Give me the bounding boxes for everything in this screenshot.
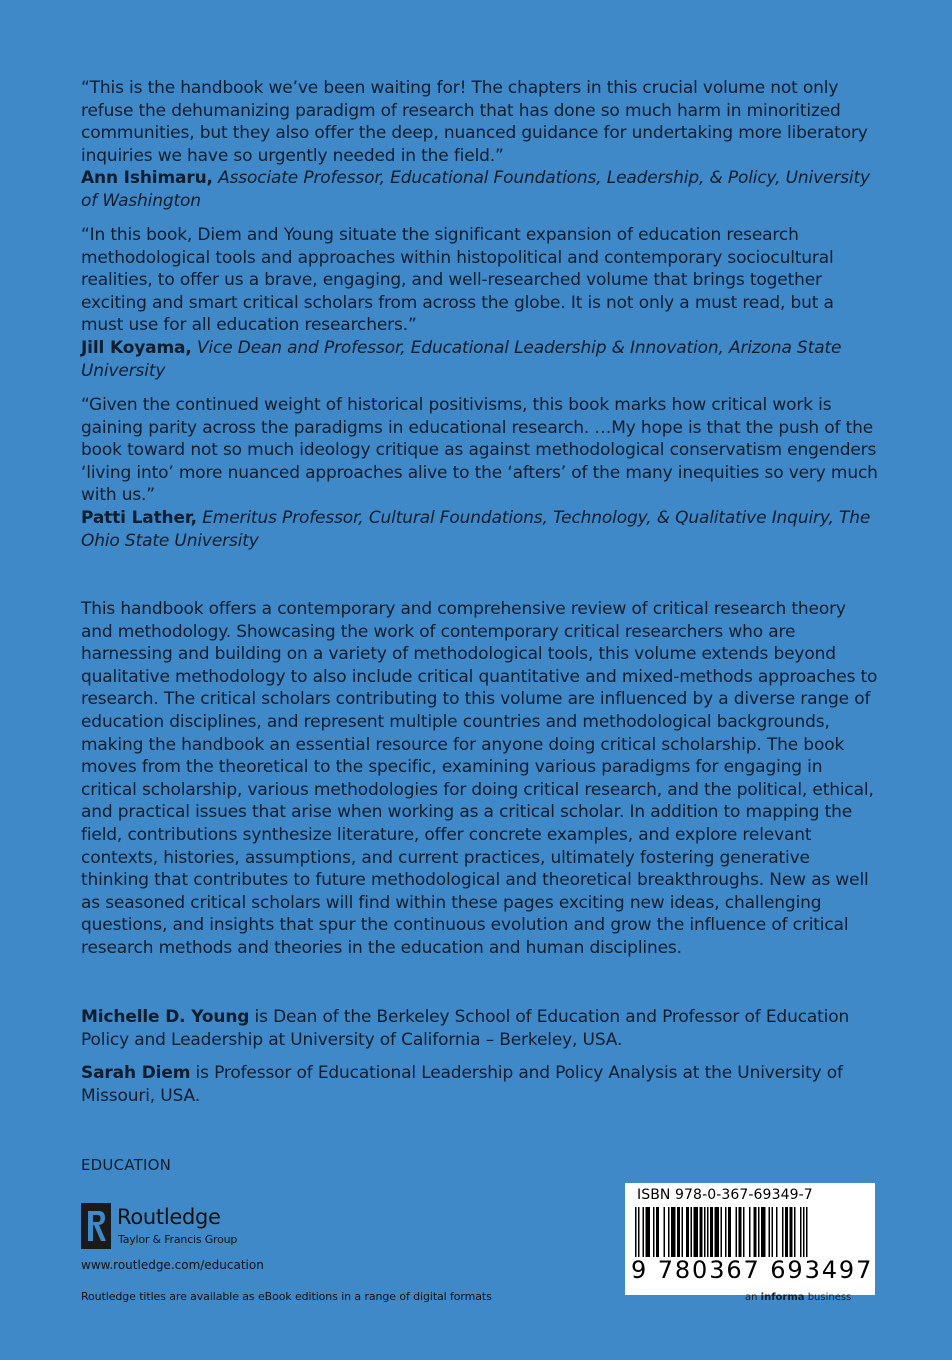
quote-text: “This is the handbook we’ve been waiting for! The chapters in this crucial volume not only refuse the dehumanizing paradigm of research that has done so much harm in minoritized communities, but they also offer the deep, nuanced guidance for undertaking more liberatory inquiries we have so urgently needed in the field.” [81,78,868,166]
subject-category: EDUCATION [81,1156,171,1174]
isbn-digits: 9 780367 693497 [631,1256,874,1284]
endorsement-quote-2 [81,224,881,382]
quote-author: Patti Lather, [81,507,197,528]
quote-attribution [81,337,881,382]
informa-prefix: an [745,1292,761,1303]
quote-affiliation: Associate Professor, Educational Foundations, Leadership, & Policy, University of Washington [81,168,870,211]
informa-suffix: business [804,1292,852,1303]
quote-attribution [81,167,881,212]
quote-author: Ann Ishimaru, [81,168,213,189]
quote-text: “In this book, Diem and Young situate the significant expansion of education research methodological tools and approaches within histopolitical and contemporary sociocultural realities, to offer us a brave, engaging, and well-researched volume that brings together exciting and smart critical scholars from across the globe. It is not only a must read, but a must use for all education researchers.” [81,225,834,336]
endorsement-quote-1 [81,77,881,213]
isbn-barcode [625,1183,875,1295]
author-bio-2 [81,1062,881,1107]
author-name: Sarah Diem [81,1063,191,1083]
author-bio-text: is Professor of Educational Leadership and Policy Analysis at the University of Missouri, USA. [81,1063,843,1106]
quote-author: Jill Koyama, [81,337,192,358]
publisher-group: Taylor & Francis Group [118,1233,238,1246]
publisher-name: Routledge [117,1205,221,1229]
informa-brand: informa [760,1292,805,1303]
ebook-note: Routledge titles are available as eBook editions in a range of digital formats [81,1290,492,1303]
quote-attribution [81,507,881,552]
barcode-icon [633,1207,867,1257]
publisher-logo [81,1203,261,1251]
informa-tagline [745,1292,851,1303]
routledge-logo-icon [81,1203,111,1249]
quote-text: “Given the continued weight of historical positivisms, this book marks how critical work is gaining parity across the paradigms in educational research. …My hope is that the push of the book toward not so much ideology critique as against methodological conservatism engenders ‘living into’ more nuanced approaches alive to the ‘afters’ of the many inequities so very much with us.” [81,395,878,506]
isbn-label: ISBN 978-0-367-69349-7 [637,1187,813,1203]
quote-affiliation: Emeritus Professor, Cultural Foundations, Technology, & Qualitative Inquiry, The Ohio State University [81,507,871,551]
author-bio-text: is Dean of the Berkeley School of Education and Professor of Education Policy and Leadership at University of California – Berkeley, USA. [81,1007,850,1050]
author-bio-1 [81,1006,881,1051]
publisher-url[interactable]: www.routledge.com/education [81,1258,264,1272]
author-name: Michelle D. Young [81,1007,250,1027]
book-description: This handbook offers a contemporary and comprehensive review of critical research theory and methodology. Showcasing the work of contemporary critical researchers who are harnessing and building on a variety of methodological tools, this volume extends beyond qualitative methodology to also include critical quantitative and mixed-methods approaches to research. The critical scholars contributing to this volume are influenced by a diverse range of education disciplines, and represent multiple countries and methodological backgrounds, making the handbook an essential resource for anyone doing critical scholarship. The book moves from the theoretical to the specific, examining various paradigms for engaging in critical scholarship, various methodologies for doing critical research, and the political, ethical, and practical issues that arise when working as a critical scholar. In addition to mapping the field, contributions synthesize literature, offer concrete examples, and explore relevant contexts, histories, assumptions, and current practices, ultimately fostering generative thinking that contributes to future methodological and theoretical breakthroughs. New as well as seasoned critical scholars will find within these pages exciting new ideas, challenging questions, and insights that spur the continuous evolution and grow the influence of critical research methods and theories in the education and human disciplines. [81,599,878,958]
endorsement-quote-3 [81,394,881,552]
quote-affiliation: Vice Dean and Professor, Educational Leadership & Innovation, Arizona State University [81,337,842,381]
